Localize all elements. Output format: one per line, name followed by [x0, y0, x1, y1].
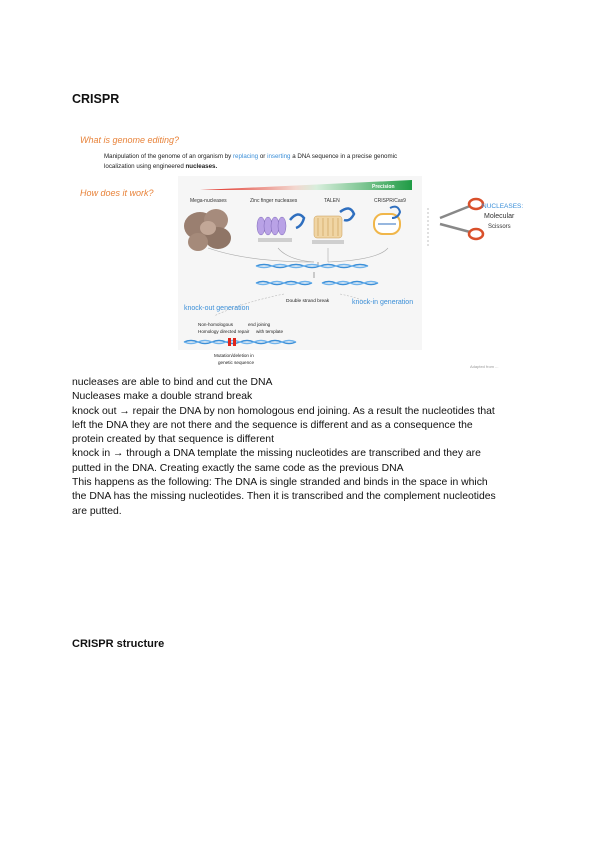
tool-label-crispr: CRISPR/Cas9	[374, 198, 406, 204]
nucleases-sub1: Molecular	[484, 213, 515, 220]
nhej-label-1: Non-homologous	[198, 322, 233, 327]
paragraph: Nucleases make a double strand break	[72, 391, 253, 403]
paragraph: the DNA has the missing nucleotides. Then it is transcribed and the complement nucleotides	[72, 491, 496, 503]
paragraph: are putted.	[72, 505, 122, 517]
question-what-is-genome-editing: What is genome editing?	[80, 135, 180, 145]
tool-label-talen: TALEN	[324, 198, 340, 204]
question-how-does-it-work: How does it work?	[80, 188, 154, 198]
knock-out-label: knock-out generation	[184, 305, 250, 312]
hdr-label-2: with template	[256, 329, 284, 334]
paragraph: This happens as the following: The DNA is single stranded and binds in the space in which	[72, 477, 488, 489]
definition-text	[104, 153, 397, 160]
double-strand-break-label: Double strand break	[286, 299, 330, 304]
mutation-label-1: Mutation/deletion in	[214, 353, 254, 358]
definition-replacing: replacing	[233, 153, 259, 160]
definition-part: Manipulation of the genome of an organism by	[104, 153, 233, 160]
scissors-icon	[440, 199, 483, 239]
definition-part: localization using engineered	[104, 163, 186, 170]
mutation-label-2: genetic sequence	[218, 360, 255, 365]
nhej-label-2: end joining	[248, 322, 271, 327]
hdr-label-1: Homology directed repair	[198, 329, 250, 334]
tool-label-meganucleases: Mega-nucleases	[190, 198, 227, 204]
definition-part: or	[258, 153, 268, 160]
nucleases-title: NUCLEASES:	[482, 203, 524, 210]
notes-body	[72, 376, 532, 519]
genome-editing-figure	[78, 128, 530, 374]
paragraph: left the DNA they are not there and the sequence is different and as a consequence the	[72, 419, 473, 431]
page-title: CRISPR	[72, 92, 120, 106]
paragraph: putted in the DNA. Creating exactly the same code as the previous DNA	[72, 462, 404, 474]
section-heading-crispr-structure: CRISPR structure	[72, 638, 165, 650]
paragraph: knock out → repair the DNA by non homologous end joining. As a result the nucleotides that	[72, 405, 495, 417]
knock-in-label: knock-in generation	[352, 299, 414, 306]
paragraph: knock in → through a DNA template the missing nucleotides are transcribed and they are	[72, 448, 481, 460]
tool-label-zfn: Zinc finger nucleases	[250, 198, 298, 204]
definition-nucleases: nucleases.	[185, 163, 218, 170]
definition-text-line2	[104, 163, 217, 170]
figure-credit: Adapted from ...	[470, 364, 499, 369]
paragraph: nucleases are able to bind and cut the DNA	[72, 377, 273, 388]
definition-part: a DNA sequence in a precise genomic	[290, 153, 398, 160]
precision-label: Precision	[372, 184, 395, 190]
meganuclease-illustration	[184, 209, 231, 251]
nucleases-sub2: Scissors	[488, 224, 511, 230]
paragraph: protein created by that sequence is different	[72, 434, 274, 446]
definition-inserting: inserting	[267, 153, 291, 160]
